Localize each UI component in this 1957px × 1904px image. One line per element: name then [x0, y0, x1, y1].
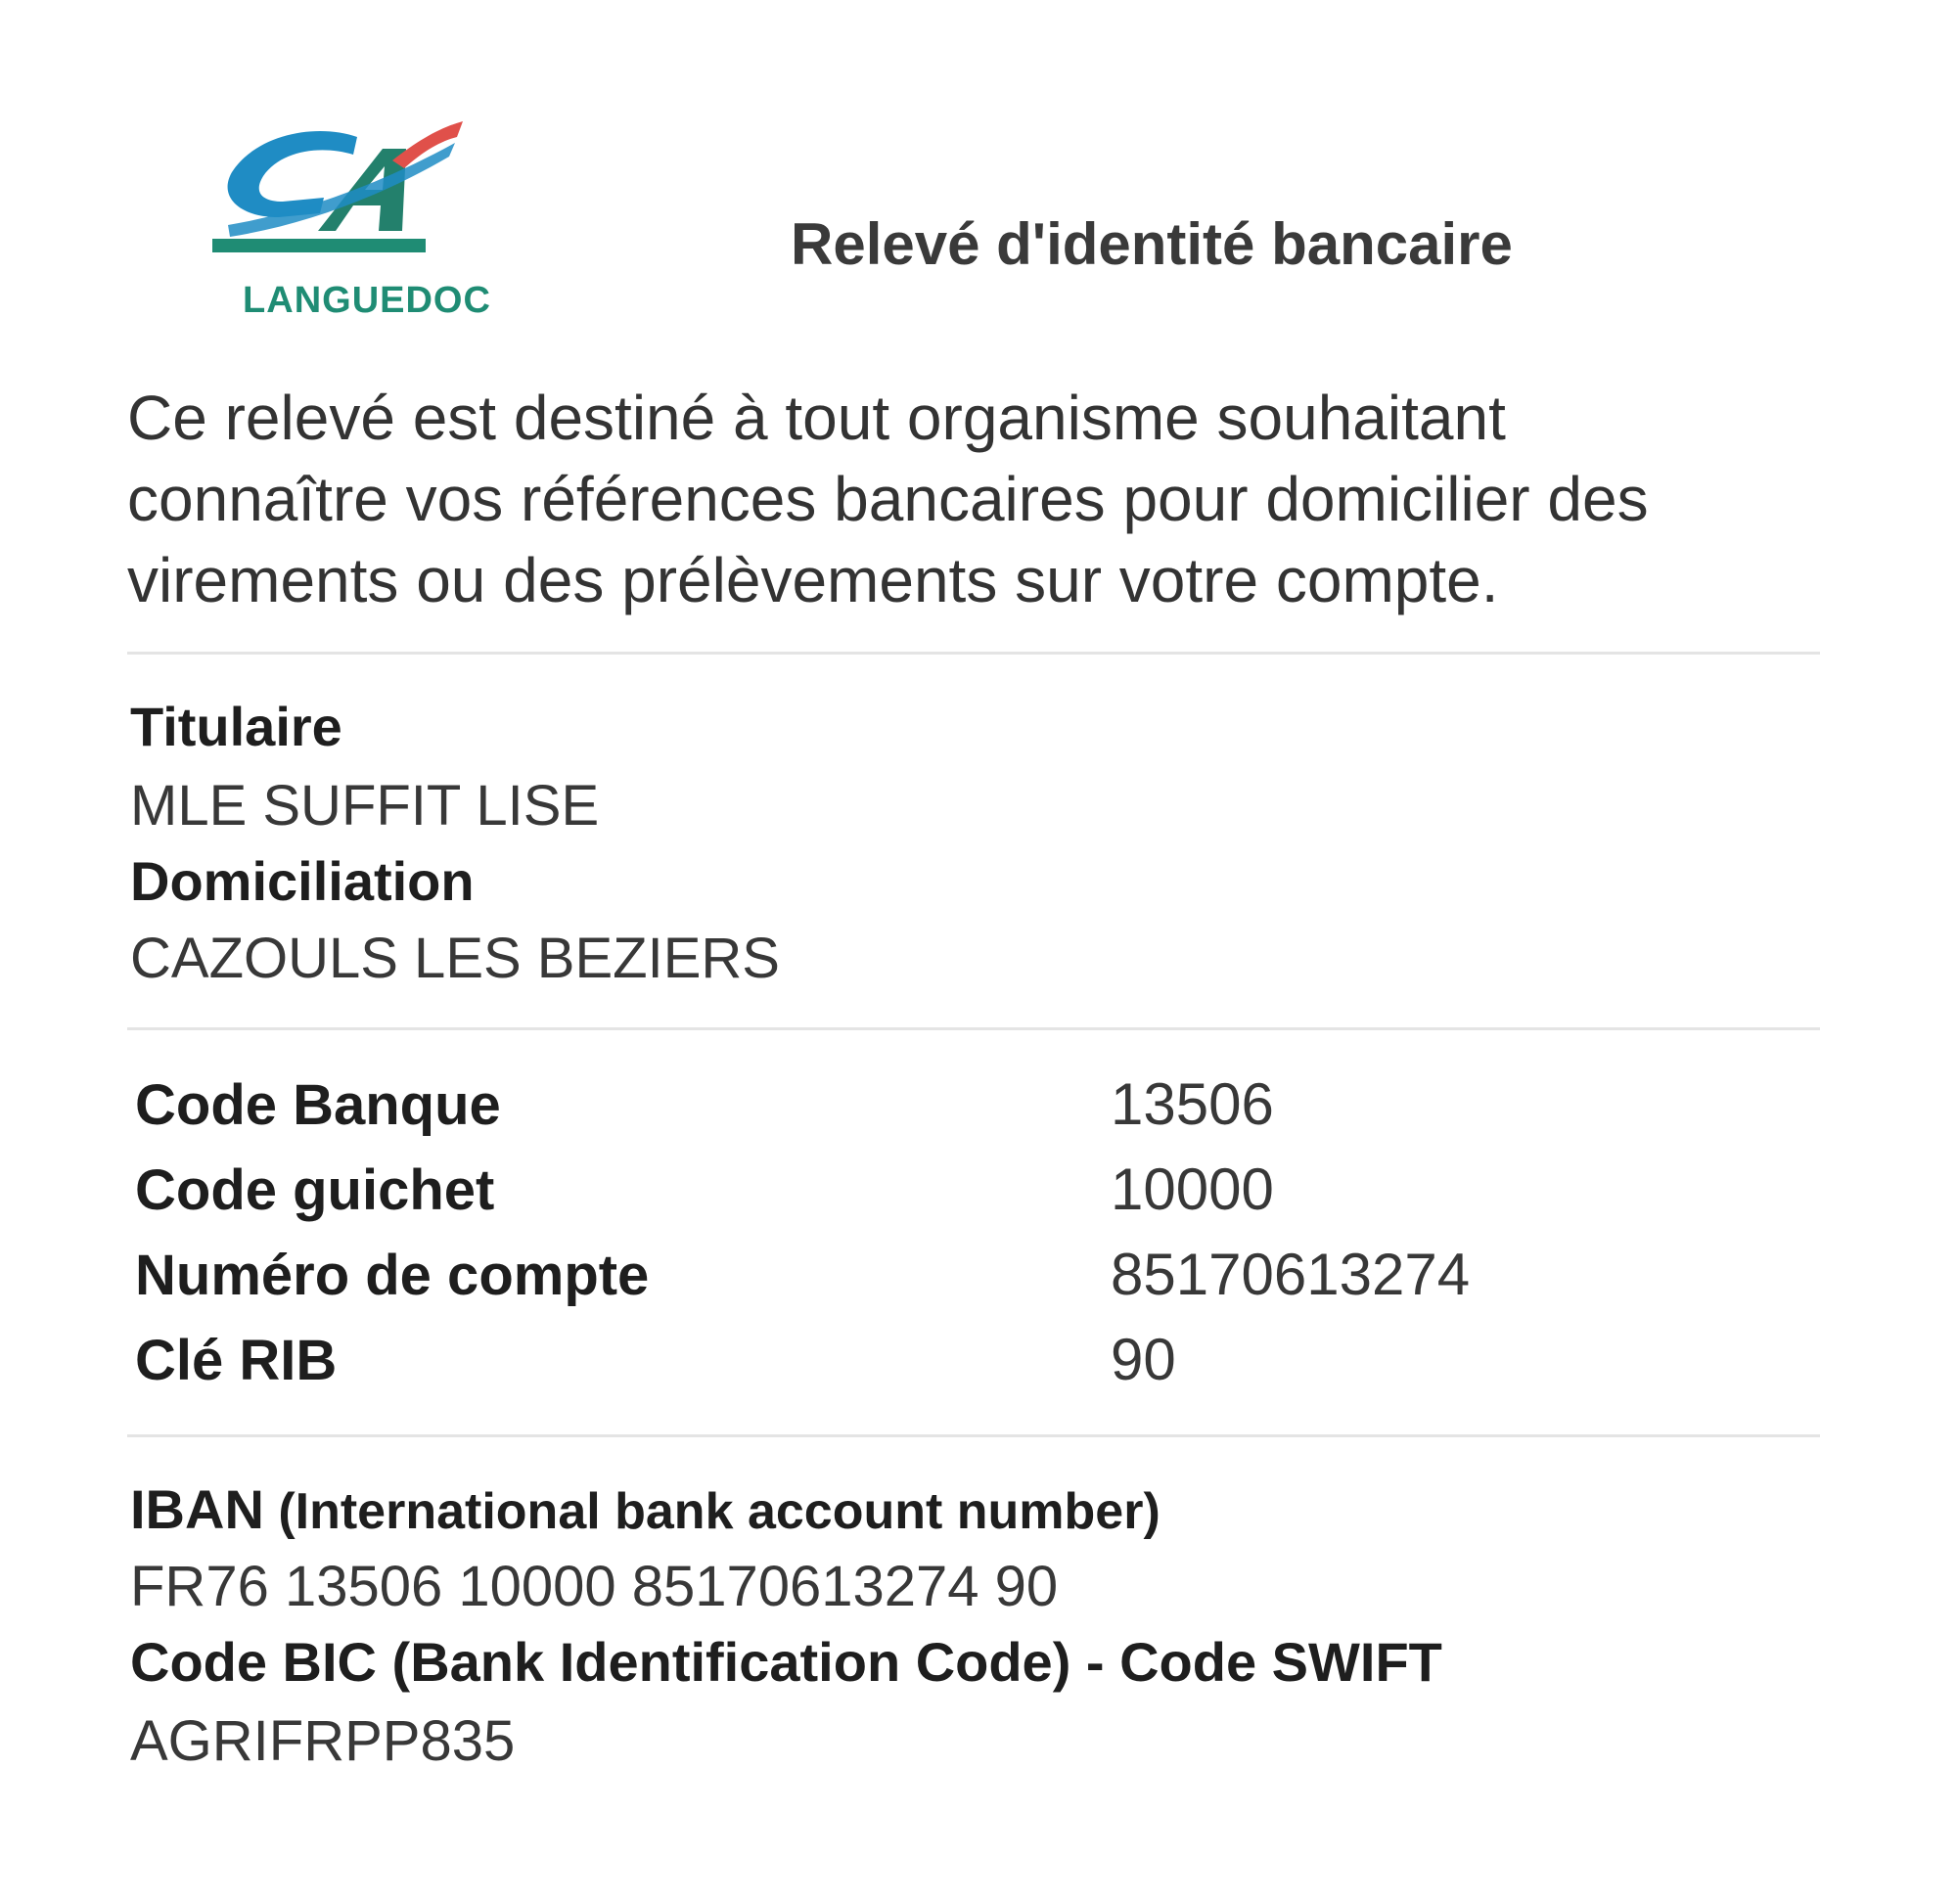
intro-line: connaître vos références bancaires pour domicilier des [127, 464, 1649, 534]
bic-value: AGRIFRPP835 [130, 1709, 516, 1773]
numero-compte-label: Numéro de compte [135, 1244, 650, 1307]
brand-name: LANGUEDOC [243, 280, 491, 321]
bank-logo [210, 115, 523, 326]
bic-label: Code BIC (Bank Identification Code) - Code SWIFT [130, 1631, 1442, 1693]
iban-label-strong: IBAN [130, 1478, 264, 1540]
divider [127, 1027, 1820, 1030]
intro-paragraph [127, 378, 1849, 621]
titulaire-label: Titulaire [130, 696, 342, 757]
code-banque-value: 13506 [1111, 1071, 1274, 1137]
credit-agricole-logo-icon [210, 115, 523, 272]
domiciliation-label: Domiciliation [130, 850, 475, 912]
intro-line: Ce relevé est destiné à tout organisme souhaitant [127, 383, 1506, 453]
titulaire-value: MLE SUFFIT LISE [130, 774, 600, 838]
intro-line: virements ou des prélèvements sur votre compte. [127, 545, 1499, 615]
numero-compte-value: 85170613274 [1111, 1242, 1471, 1307]
code-banque-label: Code Banque [135, 1073, 501, 1137]
iban-label-rest: (International bank account number) [263, 1483, 1161, 1540]
divider [127, 1434, 1820, 1437]
cle-rib-label: Clé RIB [135, 1329, 338, 1392]
domiciliation-value: CAZOULS LES BEZIERS [130, 927, 780, 990]
code-guichet-value: 10000 [1111, 1156, 1274, 1222]
iban-label [130, 1477, 1161, 1541]
divider [127, 652, 1820, 655]
iban-value: FR76 13506 10000 85170613274 90 [130, 1555, 1059, 1618]
document-title: Relevé d'identité bancaire [791, 211, 1513, 277]
code-guichet-label: Code guichet [135, 1158, 495, 1222]
cle-rib-value: 90 [1111, 1327, 1176, 1392]
